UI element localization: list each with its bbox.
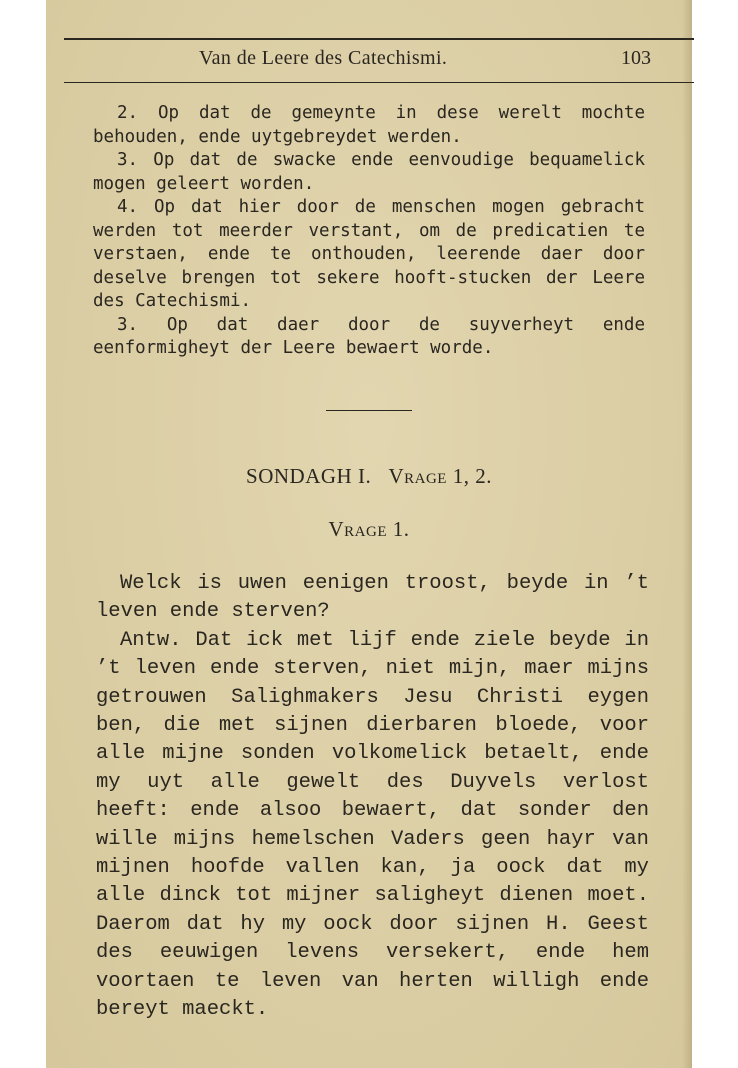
list-item: 3. Op dat daer door de suyverheyt ende eenformigheyt der Leere bewaert worde. <box>93 314 645 358</box>
question-heading: Vrage 1. <box>328 517 410 541</box>
question-text: Welck is uwen eenigen troost, beyde in ’t leven ende sterven? <box>96 572 649 624</box>
sondagh-heading <box>46 464 692 489</box>
running-head <box>64 47 694 75</box>
sondagh-label: SONDAGH I. <box>246 464 372 488</box>
header-rule-top <box>64 38 694 40</box>
list-item: 3. Op dat de swacke ende eenvoudige bequamelick mogen geleert worden. <box>93 150 645 194</box>
question-block <box>96 570 649 1025</box>
page-number: 103 <box>621 47 651 69</box>
section-divider <box>326 410 412 411</box>
book-page <box>46 0 692 1068</box>
list-item: 4. Op dat hier door de menschen mogen gebracht werden tot meerder verstant, om de predicatien te verstaen, ende te onthouden, leerende daer door deselve brengen tot sekere hooft-stucken der Leere des Catechismi. <box>93 197 645 311</box>
header-rule-bottom <box>64 82 694 83</box>
list-item: 2. Op dat de gemeynte in dese werelt mochte behouden, ende uytgebreydet werden. <box>93 103 645 147</box>
intro-list <box>93 102 645 361</box>
answer-text: Antw. Dat ick met lijf ende ziele beyde in ’t leven ende sterven, niet mijn, maer mijns getrouwen Salighmakers Jesu Christi eygen ben, die met sijnen dierbaren bloede, voor alle mijne sonden volkomelick betaelt, ende my uyt alle gewelt des Duyvels verlost heeft: ende alsoo bewaert, dat sonder den wille mijns hemelschen Vaders geen hayr van mijnen hoofde vallen kan, ja oock dat my alle dinck tot mijner saligheyt dienen moet. Daerom dat hy my oock door sijnen H. Geest des eeuwigen levens versekert, ende hem voortaen te leven van herten willigh ende bereyt maeckt. <box>96 628 649 1022</box>
running-title: Van de Leere des Catechismi. <box>199 47 448 69</box>
vrage-range: Vrage 1, 2. <box>388 464 492 488</box>
